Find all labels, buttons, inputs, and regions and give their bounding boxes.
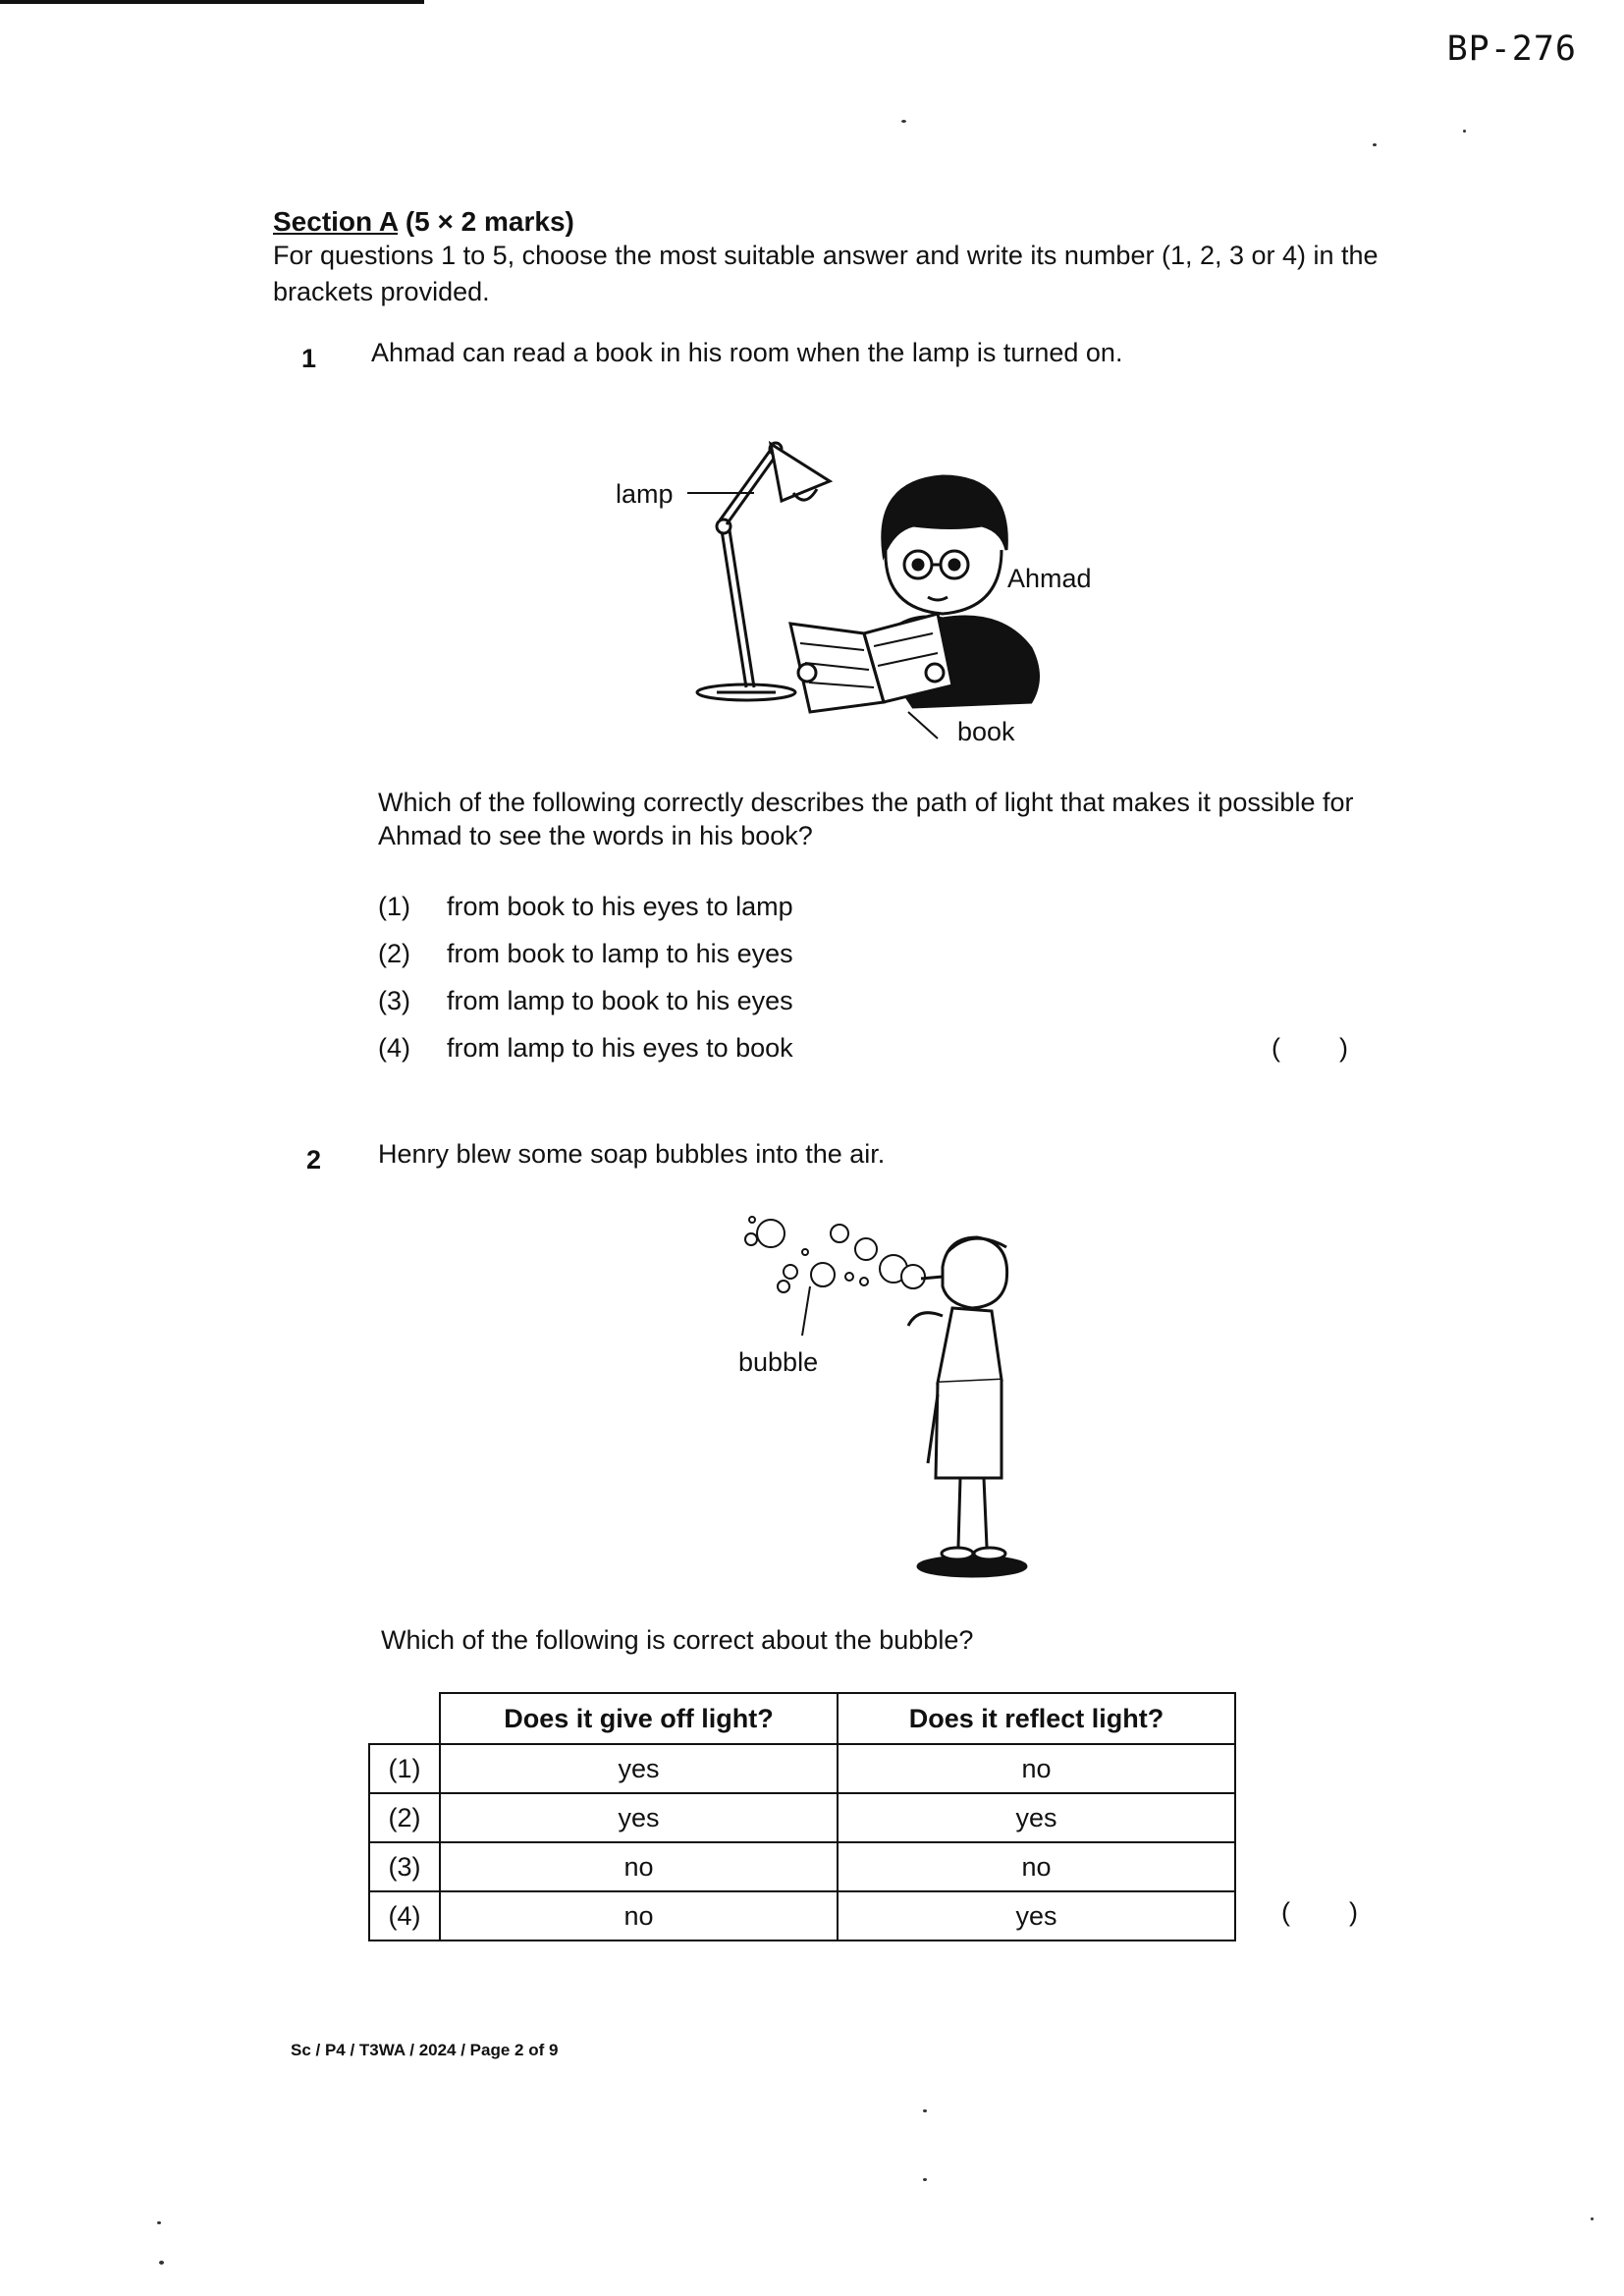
page-footer: Sc / P4 / T3WA / 2024 / Page 2 of 9 bbox=[291, 2041, 559, 2059]
cell-reflect: no bbox=[838, 1744, 1235, 1793]
q1-option-4: (4) from lamp to his eyes to book bbox=[378, 1033, 793, 1063]
row-number: (4) bbox=[369, 1891, 440, 1941]
bubble-label: bubble bbox=[738, 1347, 819, 1377]
scan-speck bbox=[1591, 2217, 1594, 2220]
ahmad-label: Ahmad bbox=[1007, 564, 1092, 593]
q1-answer-bracket[interactable]: ( ) bbox=[1272, 1033, 1348, 1063]
bubble-boy-illustration bbox=[707, 1198, 1060, 1601]
table-header-give-off: Does it give off light? bbox=[440, 1693, 838, 1744]
table-row bbox=[369, 1744, 1235, 1793]
row-number: (3) bbox=[369, 1842, 440, 1891]
row-number: (2) bbox=[369, 1793, 440, 1842]
q1-question: Which of the following correctly describes the path of light that makes it possible for Ahmad to see the words in his book? bbox=[378, 788, 1354, 850]
q1-option-1: (1) from book to his eyes to lamp bbox=[378, 892, 793, 921]
section-title: Section A bbox=[273, 206, 399, 237]
bubbles-drawing bbox=[745, 1217, 925, 1336]
cell-give-off: no bbox=[440, 1842, 838, 1891]
cell-give-off: yes bbox=[440, 1793, 838, 1842]
q1-number: 1 bbox=[301, 344, 317, 373]
boy-blowing-drawing bbox=[908, 1237, 1026, 1576]
cell-give-off: yes bbox=[440, 1744, 838, 1793]
q1-option-3: (3) from lamp to book to his eyes bbox=[378, 986, 793, 1015]
scan-speck bbox=[923, 2109, 927, 2112]
section-marks: (5 × 2 marks) bbox=[405, 206, 574, 237]
scan-speck bbox=[923, 2178, 927, 2181]
lamp-label: lamp bbox=[616, 479, 674, 509]
paper-code: BP-276 bbox=[1446, 29, 1577, 69]
section-heading bbox=[273, 206, 574, 238]
section-instruction: For questions 1 to 5, choose the most suitable answer and write its number (1, 2, 3 or 4) in the brackets provided. bbox=[273, 241, 1379, 306]
row-number: (1) bbox=[369, 1744, 440, 1793]
q2-number: 2 bbox=[306, 1145, 322, 1175]
top-rule bbox=[0, 0, 424, 4]
q2-answer-bracket[interactable]: ( ) bbox=[1281, 1897, 1358, 1927]
cell-reflect: yes bbox=[838, 1891, 1235, 1941]
q1-text: Ahmad can read a book in his room when the lamp is turned on. bbox=[371, 338, 1123, 367]
cell-give-off: no bbox=[440, 1891, 838, 1941]
scan-speck bbox=[1373, 143, 1377, 146]
scan-speck bbox=[1463, 130, 1466, 133]
q2-answer-table bbox=[368, 1692, 1236, 1941]
book-label: book bbox=[957, 717, 1015, 746]
boy-drawing bbox=[790, 476, 1039, 738]
cell-reflect: yes bbox=[838, 1793, 1235, 1842]
table-header-reflect: Does it reflect light? bbox=[838, 1693, 1235, 1744]
q2-text: Henry blew some soap bubbles into the air. bbox=[378, 1139, 886, 1169]
table-row bbox=[369, 1891, 1235, 1941]
table-corner-cell bbox=[369, 1693, 440, 1744]
cell-reflect: no bbox=[838, 1842, 1235, 1891]
table-row bbox=[369, 1793, 1235, 1842]
table-row bbox=[369, 1842, 1235, 1891]
scan-speck bbox=[157, 2221, 161, 2224]
q2-question: Which of the following is correct about the bubble? bbox=[381, 1625, 974, 1655]
scan-speck bbox=[901, 120, 906, 123]
q1-option-2: (2) from book to lamp to his eyes bbox=[378, 939, 793, 968]
scan-speck bbox=[159, 2261, 164, 2265]
table-header-row bbox=[369, 1693, 1235, 1744]
